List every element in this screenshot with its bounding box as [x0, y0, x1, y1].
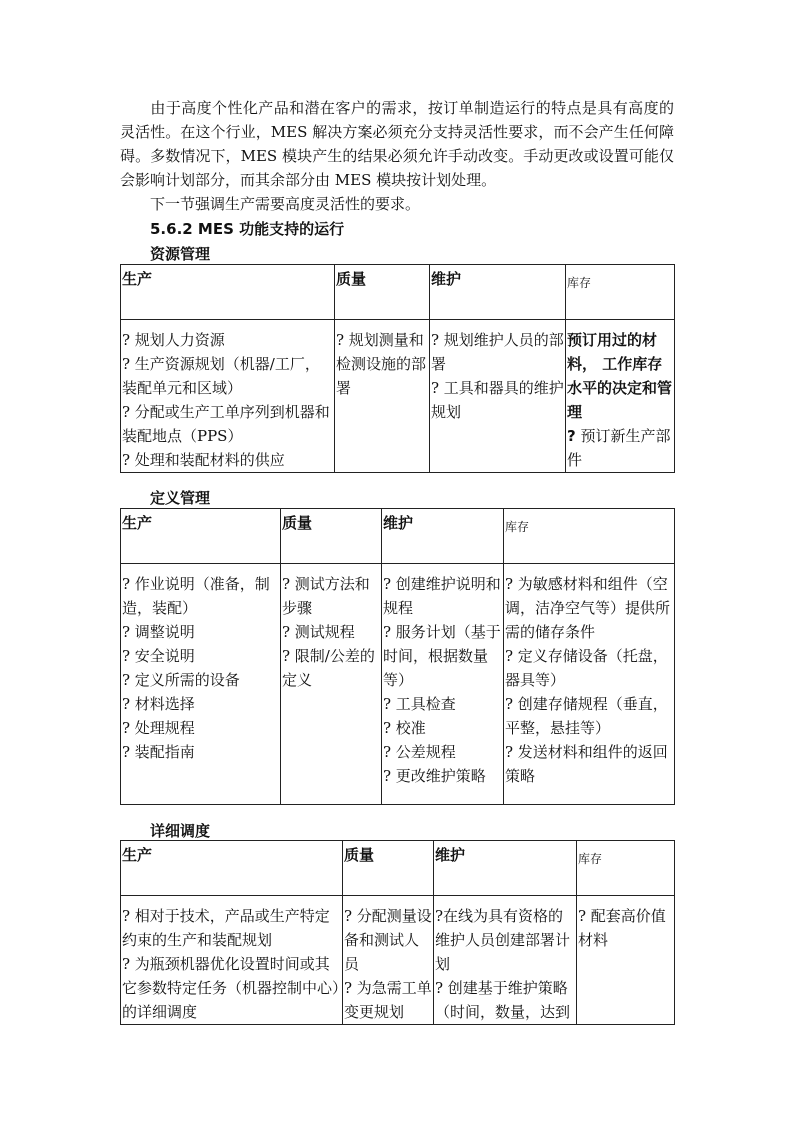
section-heading: 5.6.2 MES 功能支持的运行	[150, 220, 345, 238]
definition-table-title: 定义管理	[150, 489, 211, 507]
table-header-row	[121, 841, 675, 896]
list-item: ? 工具检查	[383, 695, 456, 713]
list-item: ? 分配测量设备和测试人员	[344, 907, 432, 973]
header-maintenance: 维护	[434, 841, 577, 896]
header-production: 生产	[121, 265, 335, 320]
resource-table	[120, 264, 675, 473]
table-header-row	[121, 265, 675, 320]
maintenance-cell	[430, 320, 566, 473]
list-item: ? 调整说明	[122, 623, 195, 641]
header-inventory: 库存	[577, 841, 675, 896]
maintenance-cell	[434, 896, 577, 1025]
table-header-row	[121, 509, 675, 564]
list-item: ? 配套高价值材料	[578, 907, 666, 949]
definition-table	[120, 508, 675, 805]
list-item: ? 相对于技术，产品或生产特定约束的生产和装配规划	[122, 907, 330, 949]
header-maintenance: 维护	[430, 265, 566, 320]
list-item: ? 公差规程	[383, 743, 456, 761]
list-item: ? 为敏感材料和组件（空调，洁净空气等）提供所需的储存条件	[505, 575, 671, 641]
list-item: ? 测试规程	[282, 623, 355, 641]
inventory-cell	[566, 320, 675, 473]
quality-cell	[335, 320, 430, 473]
header-inventory: 库存	[566, 265, 675, 320]
table-row	[121, 320, 675, 473]
list-item: ? 处理规程	[122, 719, 195, 737]
list-item: ? 校准	[383, 719, 426, 737]
list-item: ? 为急需工单变更规划	[344, 979, 432, 1021]
list-item: ? 定义存储设备（托盘，器具等）	[505, 647, 668, 689]
quality-cell	[281, 564, 382, 805]
inventory-cell	[577, 896, 675, 1025]
list-item: ? 测试方法和步骤	[282, 575, 370, 617]
header-maintenance: 维护	[382, 509, 504, 564]
list-item: ? 工具和器具的维护规划	[431, 379, 564, 421]
inventory-cell	[504, 564, 675, 805]
list-item: ? 发送材料和组件的返回策略	[505, 743, 668, 785]
intro-paragraph-1: 由于高度个性化产品和潜在客户的需求，按订单制造运行的特点是具有高度的灵活性。在这个行业，MES 解决方案必须充分支持灵活性要求，而不会产生任何障碍。多数情况下，MES 模块产生的结果必须允许手动改变。手动更改或设置可能仅会影响计划部分，而其余部分由 MES 模块按计划处理。	[120, 99, 674, 189]
header-production: 生产	[121, 841, 343, 896]
header-inventory: 库存	[504, 509, 675, 564]
list-item: ? 作业说明（准备，制造，装配）	[122, 575, 270, 617]
list-item: ? 限制/公差的定义	[282, 647, 375, 689]
list-item: 预订用过的材料， 工作库存水平的决定和管理	[567, 331, 673, 421]
list-item: ? 创建维护说明和规程	[383, 575, 501, 617]
quality-cell	[343, 896, 434, 1025]
maintenance-cell	[382, 564, 504, 805]
list-item: ? 处理和装配材料的供应	[122, 451, 285, 469]
header-production: 生产	[121, 509, 281, 564]
list-item: ? 规划维护人员的部署	[431, 331, 564, 373]
list-item: ? 定义所需的设备	[122, 671, 240, 689]
header-quality: 质量	[343, 841, 434, 896]
production-cell	[121, 896, 343, 1025]
list-item: ? 装配指南	[122, 743, 195, 761]
list-item: ? 规划测量和检测设施的部署	[336, 331, 427, 397]
list-item: ? 创建基于维护策略（时间，数量，达到	[435, 979, 571, 1021]
list-item: ? 为瓶颈机器优化设置时间或其它参数特定任务（机器控制中心）的详细调度	[122, 955, 340, 1021]
list-item: ? 服务计划（基于时间，根据数量等）	[383, 623, 501, 689]
header-quality: 质量	[335, 265, 430, 320]
list-item: ?在线为具有资格的维护人员创建部署计划	[435, 907, 571, 973]
list-item: ? 规划人力资源	[122, 331, 225, 349]
production-cell	[121, 320, 335, 473]
list-item: ? 材料选择	[122, 695, 195, 713]
intro-paragraph-2: 下一节强调生产需要高度灵活性的要求。	[150, 195, 421, 213]
header-quality: 质量	[281, 509, 382, 564]
list-item: ? 预订新生产部件	[567, 427, 671, 469]
production-cell	[121, 564, 281, 805]
list-item: ? 分配或生产工单序列到机器和装配地点（PPS）	[122, 403, 330, 445]
list-item: ? 创建存储规程（垂直，平整，悬挂等）	[505, 695, 668, 737]
resource-table-title: 资源管理	[150, 245, 211, 263]
scheduling-table	[120, 840, 675, 1025]
table-row	[121, 564, 675, 805]
scheduling-table-title: 详细调度	[150, 822, 211, 840]
list-item: ? 安全说明	[122, 647, 195, 665]
list-item: ? 生产资源规划（机器/工厂，装配单元和区域）	[122, 355, 320, 397]
list-item: ? 更改维护策略	[383, 767, 486, 785]
table-row	[121, 896, 675, 1025]
